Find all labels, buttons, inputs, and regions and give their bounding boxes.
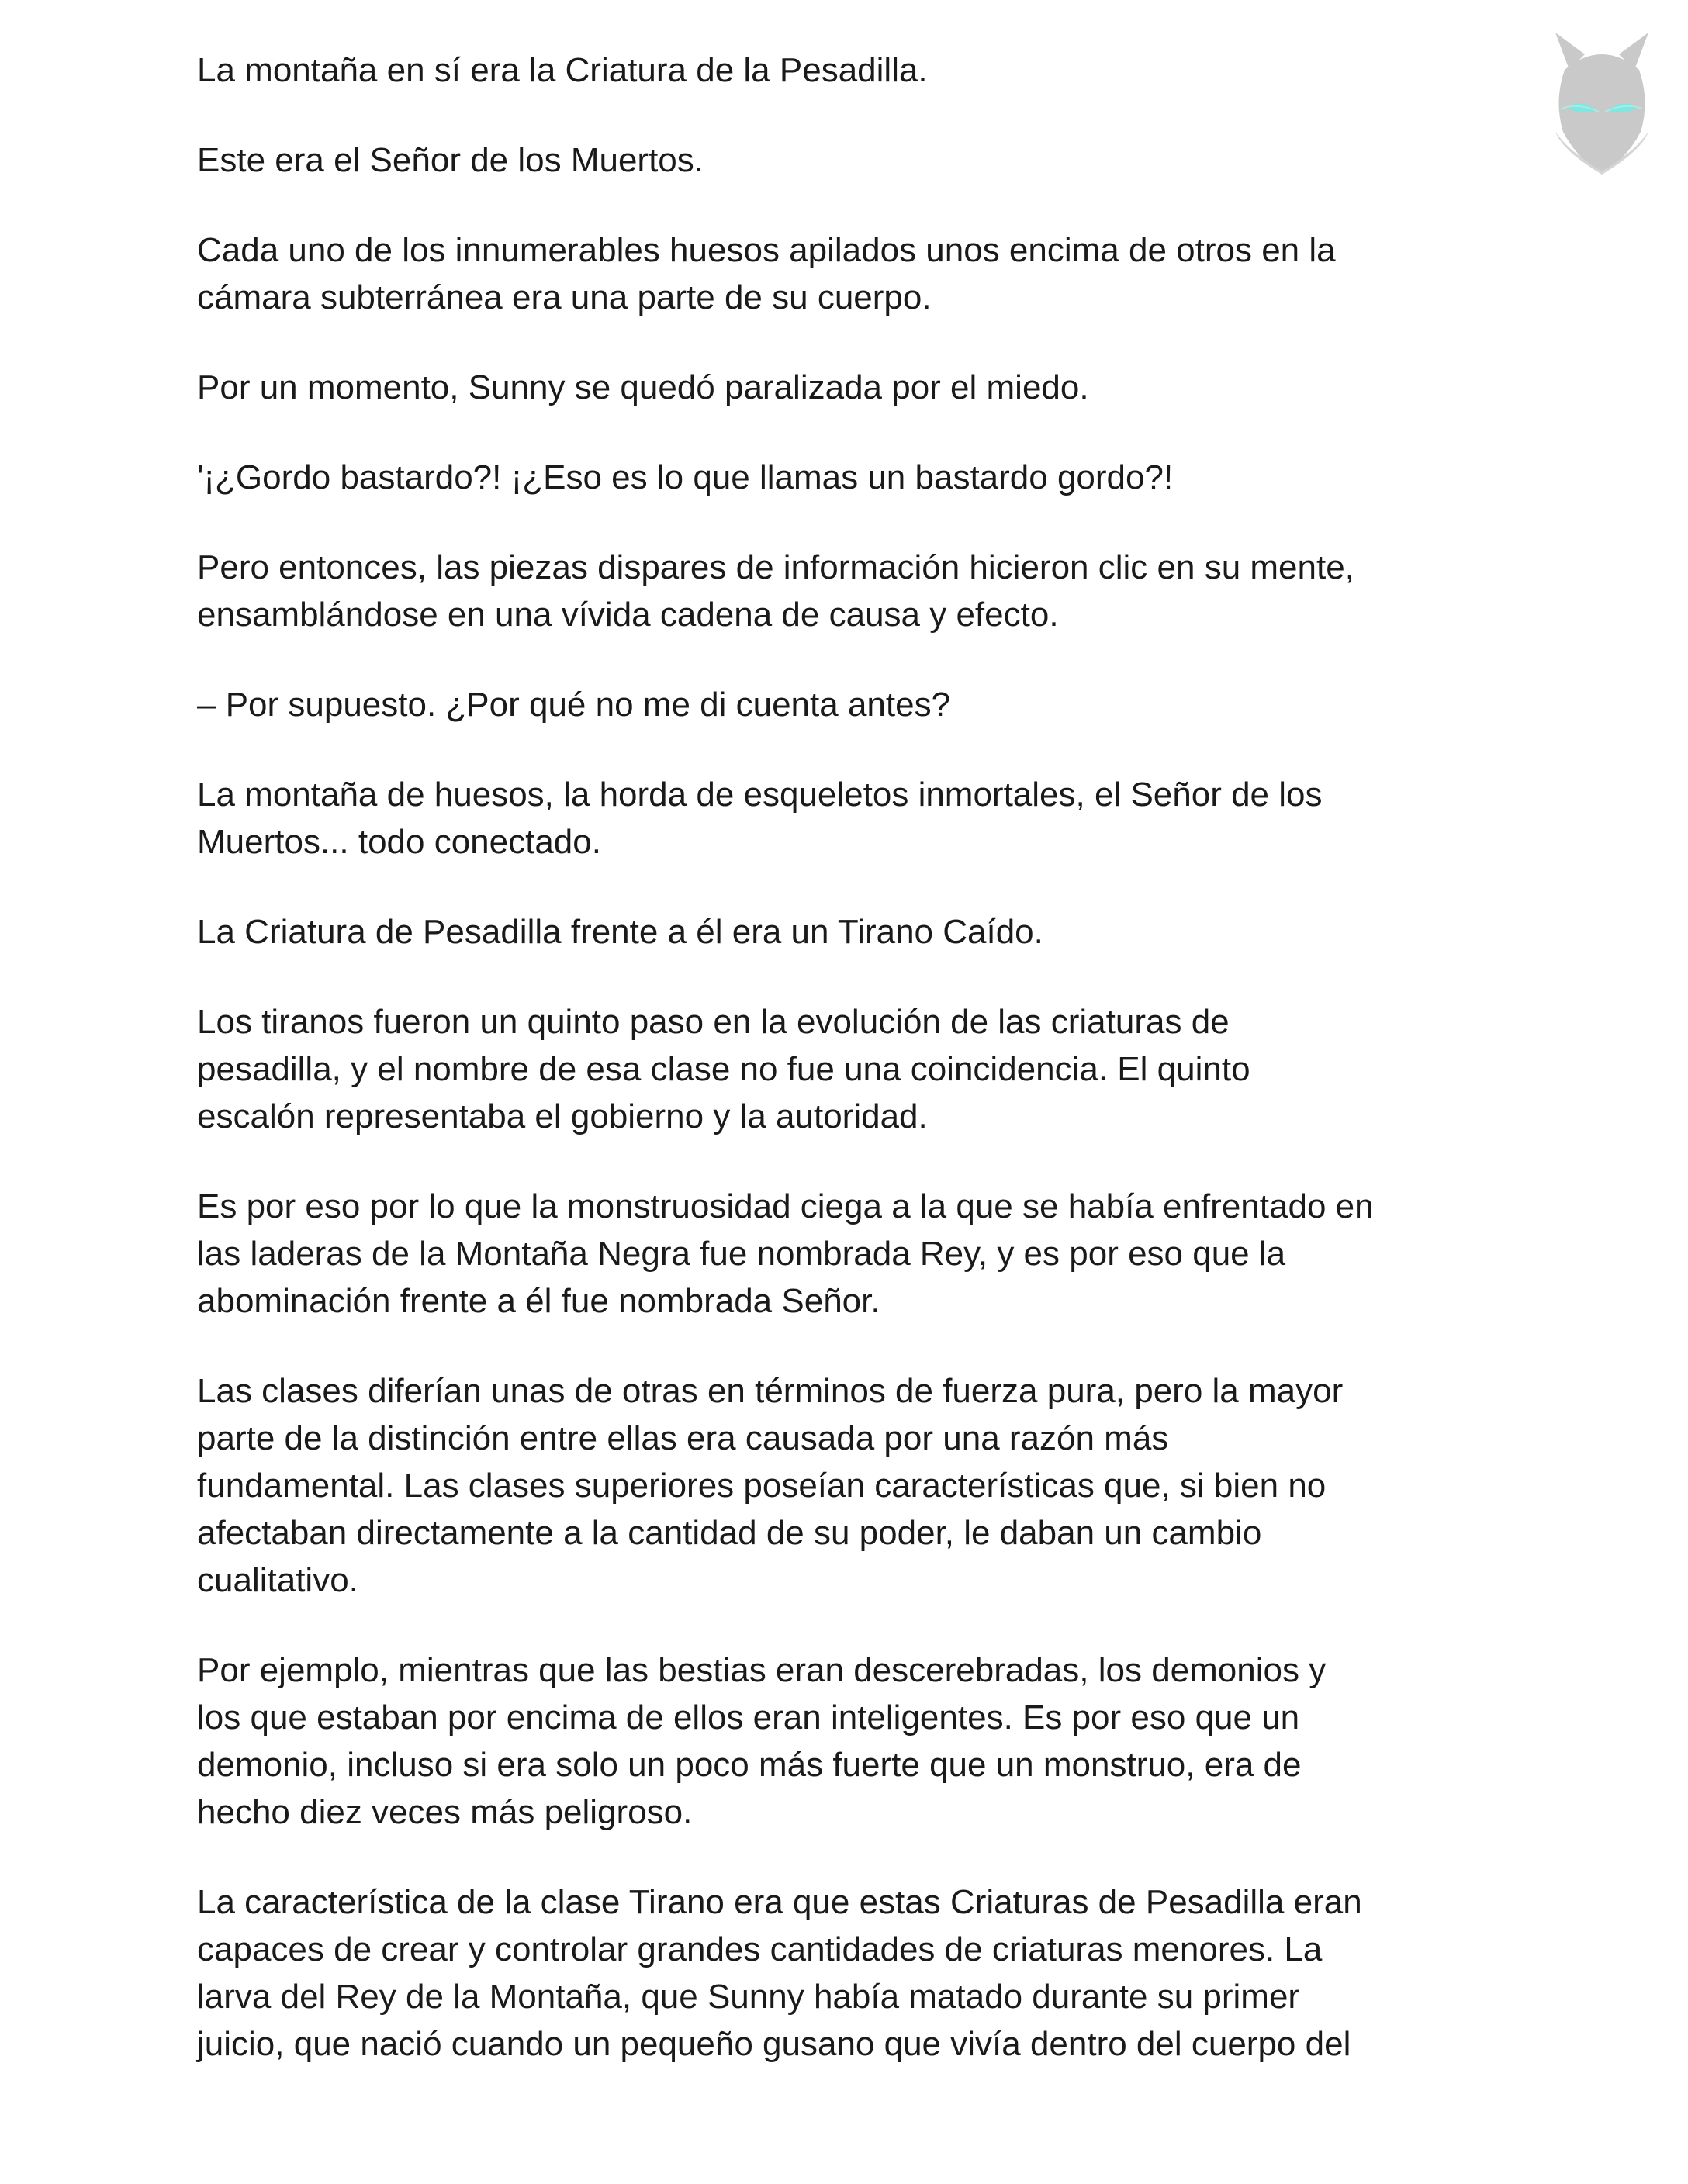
paragraph: Este era el Señor de los Muertos. [197, 141, 704, 179]
paragraph: La montaña en sí era la Criatura de la Pesadilla. [197, 51, 928, 89]
document-body [197, 47, 1516, 2110]
paragraph: Los tiranos fueron un quinto paso en la evolución de las criaturas de pesadilla, y el nombre de esa clase no fue una coincidencia. El quinto escalón representaba el gobierno y la autoridad. [197, 1003, 1250, 1135]
paragraph: La característica de la clase Tirano era que estas Criaturas de Pesadilla eran capaces de crear y controlar grandes cantidades de criaturas menores. La larva del Rey de la Montaña, que Sunny había matado durante su primer juicio, que nació cuando un pequeño gusano que vivía dentro del cuerpo del [197, 1883, 1362, 2063]
paragraph: La montaña de huesos, la horda de esqueletos inmortales, el Señor de los Muertos... todo conectado. [197, 776, 1323, 861]
paragraph: Por un momento, Sunny se quedó paralizada por el miedo. [197, 368, 1089, 406]
paragraph: Cada uno de los innumerables huesos apilados unos encima de otros en la cámara subterránea era una parte de su cuerpo. [197, 231, 1336, 316]
paragraph: La Criatura de Pesadilla frente a él era un Tirano Caído. [197, 913, 1043, 951]
paragraph: Las clases diferían unas de otras en términos de fuerza pura, pero la mayor parte de la distinción entre ellas era causada por una razón más fundamental. Las clases superiores poseían características que, si bien no afectaban directamente a la cantidad de su poder, le daban un cambio cualitativo. [197, 1372, 1344, 1599]
demon-head-logo-svg [1524, 16, 1679, 194]
paragraph: Por ejemplo, mientras que las bestias eran descerebradas, los demonios y los que estaban por encima de ellos eran inteligentes. Es por eso que un demonio, incluso si era solo un poco más fuerte que un monstruo, era de hecho diez veces más peligroso. [197, 1651, 1327, 1831]
paragraph: Pero entonces, las piezas dispares de información hicieron clic en su mente, ensamblándose en una vívida cadena de causa y efecto. [197, 548, 1354, 634]
demon-head-logo-icon [1524, 16, 1679, 194]
paragraph: – Por supuesto. ¿Por qué no me di cuenta antes? [197, 686, 951, 724]
paragraph: '¡¿Gordo bastardo?! ¡¿Eso es lo que llamas un bastardo gordo?! [197, 458, 1174, 496]
paragraph: Es por eso por lo que la monstruosidad ciega a la que se había enfrentado en las laderas de la Montaña Negra fue nombrada Rey, y es por eso que la abominación frente a él fue nombrada Señor. [197, 1187, 1374, 1320]
